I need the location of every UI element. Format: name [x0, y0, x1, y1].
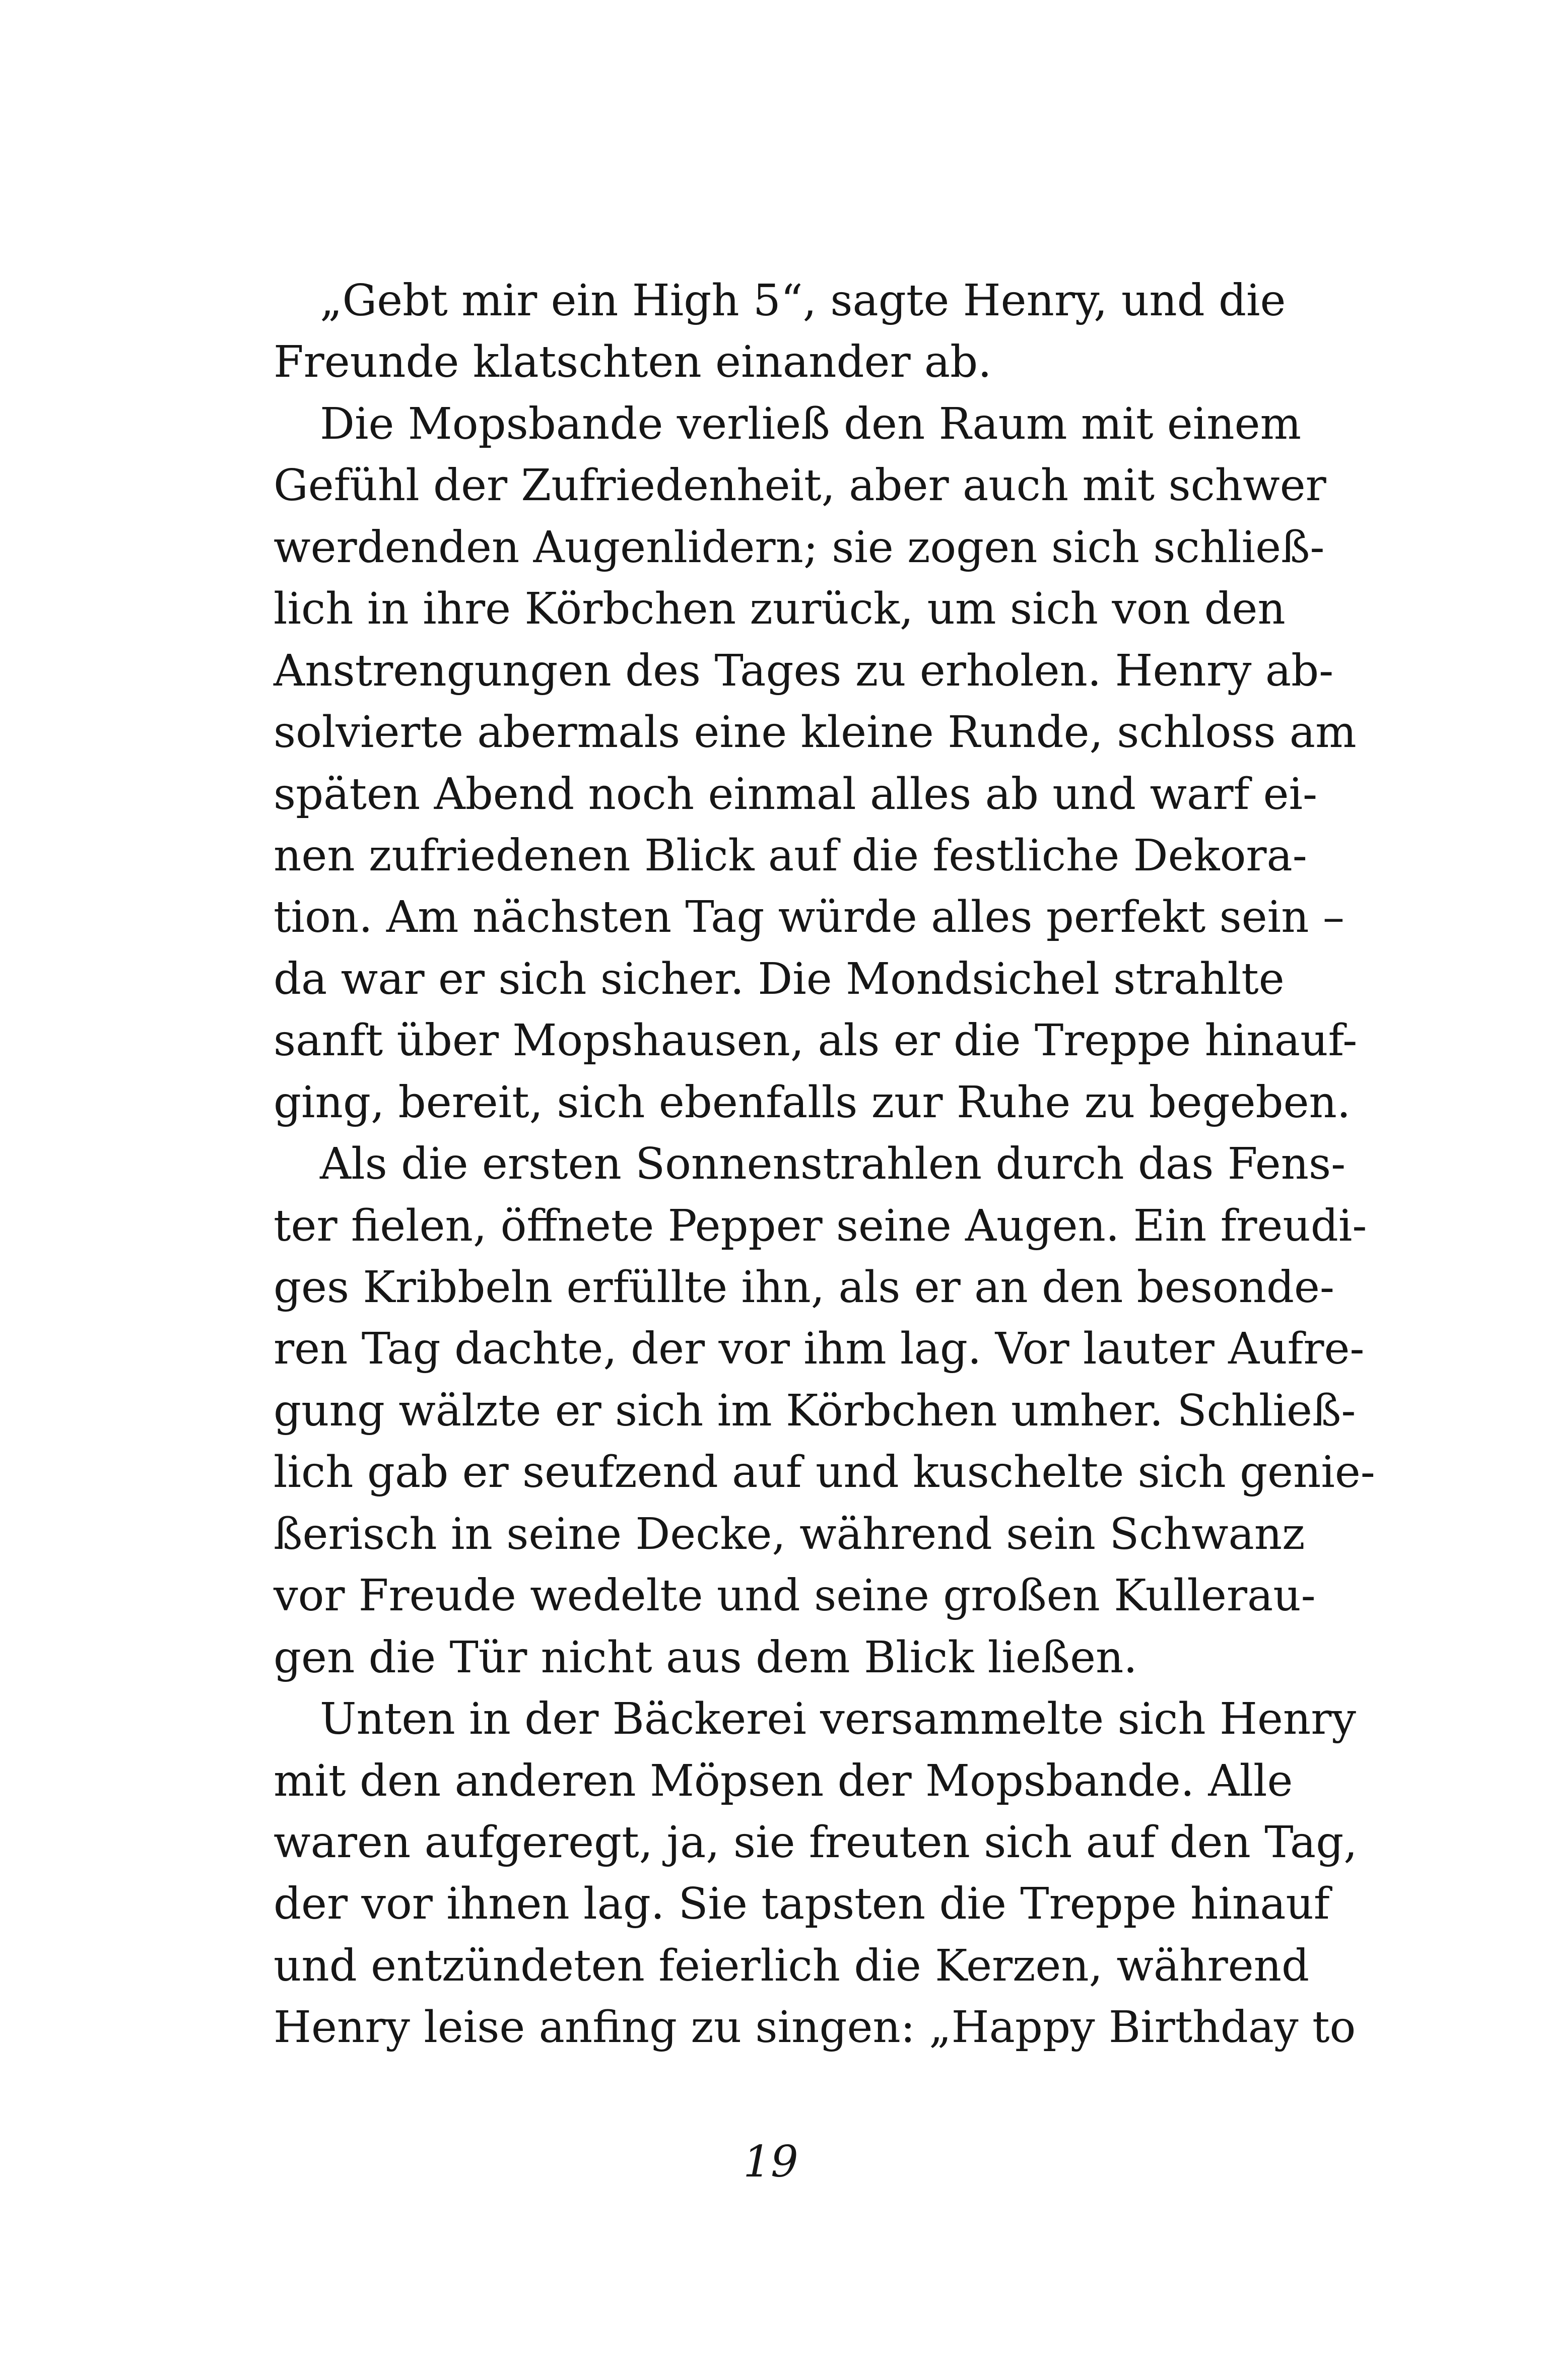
- text-line: tion. Am nächsten Tag würde alles perfekt sein –: [274, 892, 1344, 943]
- text-line: späten Abend noch einmal alles ab und warf ei-: [274, 769, 1318, 820]
- text-line: Freunde klatschten einander ab.: [274, 337, 992, 388]
- text-line: Anstrengungen des Tages zu erholen. Henry ab-: [274, 645, 1334, 696]
- text-line: da war er sich sicher. Die Mondsichel strahlte: [274, 954, 1285, 1004]
- text-line: nen zufriedenen Blick auf die festliche Dekora-: [274, 830, 1307, 881]
- text-line: lich gab er seufzend auf und kuschelte sich genie-: [274, 1447, 1375, 1498]
- text-line: ging, bereit, sich ebenfalls zur Ruhe zu begeben.: [274, 1077, 1351, 1128]
- paragraph: [274, 270, 1286, 393]
- text-line: Als die ersten Sonnenstrahlen durch das Fens-: [320, 1139, 1346, 1190]
- text-line: der vor ihnen lag. Sie tapsten die Treppe hinauf: [274, 1879, 1330, 1930]
- text-line: ter fielen, öffnete Pepper seine Augen. Ein freudi-: [274, 1200, 1367, 1251]
- text-line: vor Freude wedelte und seine großen Kullerau-: [274, 1571, 1316, 1621]
- text-line: Unten in der Bäckerei versammelte sich Henry: [320, 1694, 1356, 1745]
- text-line: Die Mopsbande verließ den Raum mit einem: [320, 398, 1302, 449]
- text-line: ßerisch in seine Decke, während sein Schwanz: [274, 1509, 1305, 1559]
- text-line: ges Kribbeln erfüllte ihn, als er an den besonde-: [274, 1262, 1334, 1313]
- text-line: und entzündeten feierlich die Kerzen, während: [274, 1940, 1310, 1991]
- paragraph: [274, 1133, 1375, 1688]
- paragraph: [274, 393, 1358, 1133]
- text-line: ren Tag dachte, der vor ihm lag. Vor lauter Aufre-: [274, 1324, 1365, 1375]
- text-line: „Gebt mir ein High 5“, sagte Henry, und die: [320, 276, 1286, 326]
- text-line: solvierte abermals eine kleine Runde, schloss am: [274, 707, 1357, 758]
- text-line: mit den anderen Möpsen der Mopsbande. Alle: [274, 1755, 1293, 1806]
- text-line: Henry leise anfing zu singen: „Happy Birthday to: [274, 2002, 1356, 2053]
- text-line: lich in ihre Körbchen zurück, um sich von den: [274, 584, 1286, 635]
- text-line: Gefühl der Zufriedenheit, aber auch mit schwer: [274, 460, 1326, 511]
- text-line: werdenden Augenlidern; sie zogen sich schließ-: [274, 522, 1325, 573]
- paragraph: [274, 1688, 1358, 2059]
- text-line: gung wälzte er sich im Körbchen umher. Schließ-: [274, 1385, 1356, 1436]
- text-line: gen die Tür nicht aus dem Blick ließen.: [274, 1632, 1137, 1683]
- page-number: 19: [743, 2137, 798, 2187]
- text-line: waren aufgeregt, ja, sie freuten sich auf den Tag,: [274, 1817, 1358, 1868]
- text-line: sanft über Mopshausen, als er die Treppe hinauf-: [274, 1015, 1358, 1066]
- body-text: [274, 270, 1375, 2059]
